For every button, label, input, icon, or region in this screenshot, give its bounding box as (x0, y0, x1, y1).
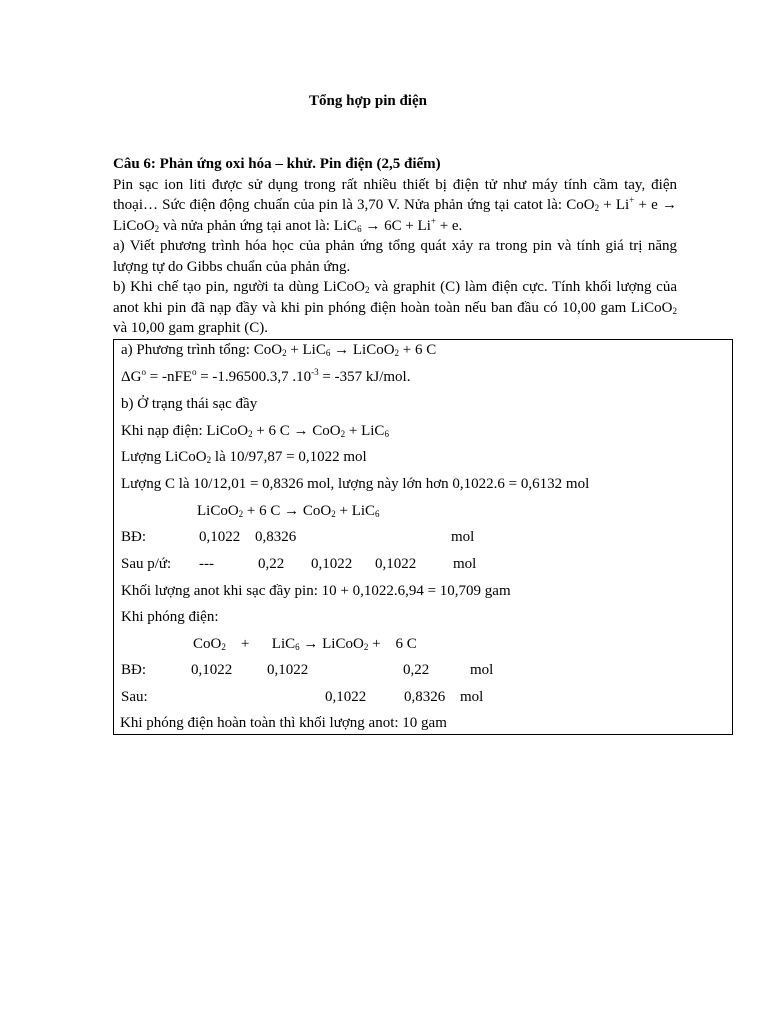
table-cell: 0,1022 (325, 689, 367, 705)
table-cell: --- (199, 556, 214, 572)
answer-box (113, 339, 733, 735)
answer-charge-reaction: LiCoO$_2$ + 6 C → CoO$_2$ + LiC$_6$ (197, 503, 380, 519)
answer-overall-equation: a) Phương trình tổng: CoO$_2$ + LiC$_6$ → LiCoO$_2$ + 6 C (121, 342, 437, 358)
table-cell: 0,22 (258, 556, 285, 572)
table-cell: 0,1022 (199, 529, 241, 545)
table-row-initial-label: BĐ: (121, 662, 147, 678)
answer-anode-mass-discharged: Khi phóng điện hoàn toàn thì khối lượng anot: 10 gam (120, 715, 447, 731)
question-heading: Câu 6: Phản ứng oxi hóa – khử. Pin điện (2,5 điểm) (113, 156, 441, 172)
table-cell-unit: mol (470, 662, 494, 678)
answer-carbon-amount: Lượng C là 10/12,01 = 0,8326 mol, lượng này lớn hơn 0,1022.6 = 0,6132 mol (121, 476, 590, 492)
question-block (113, 154, 677, 339)
answer-full-charge-heading: b) Ở trạng thái sạc đầy (121, 396, 258, 412)
answer-licoo2-amount: Lượng LiCoO$_2$ là 10/97,87 = 0,1022 mol (121, 449, 367, 465)
table-cell: 0,1022 (191, 662, 233, 678)
answer-anode-mass-charged: Khối lượng anot khi sạc đầy pin: 10 + 0,1022.6,94 = 10,709 gam (121, 583, 511, 599)
table-cell: 0,1022 (375, 556, 417, 572)
table-cell-unit: mol (460, 689, 484, 705)
answer-charging-equation: Khi nạp điện: LiCoO$_2$ + 6 C → CoO$_2$ + LiC$_6$ (121, 423, 389, 439)
table-row-after-label: Sau p/ứ: (121, 556, 172, 572)
answer-discharge-heading: Khi phóng điện: (121, 609, 219, 625)
table-cell-unit: mol (451, 529, 475, 545)
table-cell: 0,8326 (404, 689, 446, 705)
question-part-a: a) Viết phương trình hóa học của phản ứng tổng quát xảy ra trong pin và tính giá trị năng lượng tự do Gibbs chuẩn của phản ứng. (113, 238, 677, 275)
page-title: Tổng hợp pin điện (309, 93, 427, 109)
table-cell: 0,22 (403, 662, 430, 678)
table-cell: 0,1022 (267, 662, 309, 678)
answer-discharge-reaction: CoO$_2$ + LiC$_6$ → LiCoO$_2$ + 6 C (193, 636, 417, 652)
table-row-after-label: Sau: (121, 689, 148, 705)
answer-gibbs-energy: $\Delta G^o = -nFE^o = -1.96500.3,7$ $.10^{-3} = -357$ kJ/mol. (121, 367, 411, 385)
table-row-initial-label: BĐ: (121, 529, 147, 545)
table-cell-unit: mol (453, 556, 477, 572)
question-intro: Pin sạc ion liti được sử dụng trong rất nhiều thiết bị điện tử như máy tính cầm tay, điện thoại… Sức điện động chuẩn của pin là 3,70 V. Nửa phản ứng tại catot là: CoO$_2$ + Li+ + e → LiCoO$_2$ và nửa phản ứng tại anot là: LiC$_6$ → 6C + Li+ + e. (113, 176, 677, 234)
table-cell: 0,8326 (255, 529, 297, 545)
table-cell: 0,1022 (311, 556, 353, 572)
question-part-b: b) Khi chế tạo pin, người ta dùng LiCoO$_2$ và graphit (C) làm điện cực. Tính khối lượng của anot khi pin đã nạp đầy và khi pin phóng điện hoàn toàn nếu ban đầu có 10,00 gam LiCoO$_2$ và 10,00 gam graphit (C). (113, 279, 677, 336)
